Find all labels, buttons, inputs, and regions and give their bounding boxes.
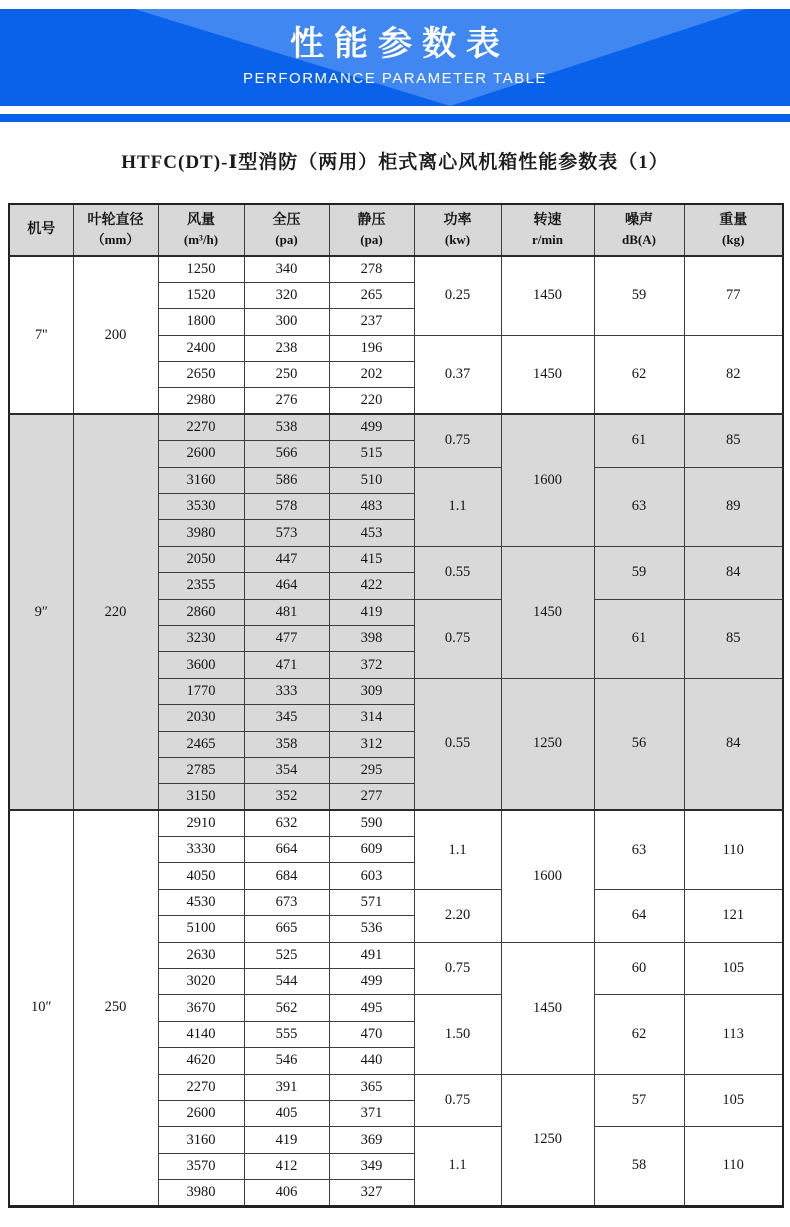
machine-no-cell: 10″ [9, 810, 73, 1206]
noise-cell: 57 [594, 1074, 684, 1127]
column-header-label: 重量 [719, 212, 748, 228]
static-pressure-cell: 372 [329, 652, 414, 678]
static-pressure-cell: 237 [329, 309, 414, 335]
air-flow-cell: 3530 [158, 494, 244, 520]
total-pressure-cell: 684 [244, 863, 329, 889]
air-flow-cell: 2860 [158, 599, 244, 625]
air-flow-cell: 2600 [158, 441, 244, 467]
air-flow-cell: 1800 [158, 309, 244, 335]
column-header-label: 静压 [357, 212, 386, 228]
noise-cell: 56 [594, 678, 684, 810]
column-header-label: 风量 [187, 212, 215, 228]
static-pressure-cell: 510 [329, 467, 414, 493]
total-pressure-cell: 333 [244, 678, 329, 704]
speed-cell: 1600 [501, 414, 594, 546]
static-pressure-cell: 495 [329, 995, 414, 1021]
total-pressure-cell: 320 [244, 282, 329, 308]
banner [0, 9, 790, 106]
air-flow-cell: 1770 [158, 678, 244, 704]
total-pressure-cell: 276 [244, 388, 329, 414]
weight-cell: 121 [684, 889, 783, 942]
speed-cell: 1450 [501, 335, 594, 414]
noise-cell: 59 [594, 546, 684, 599]
noise-cell: 62 [594, 335, 684, 414]
power-cell: 0.75 [414, 414, 501, 467]
power-cell: 0.37 [414, 335, 501, 414]
static-pressure-cell: 440 [329, 1048, 414, 1074]
total-pressure-cell: 238 [244, 335, 329, 361]
noise-cell: 63 [594, 810, 684, 889]
noise-cell: 59 [594, 256, 684, 335]
total-pressure-cell: 300 [244, 309, 329, 335]
power-cell: 0.75 [414, 599, 501, 678]
air-flow-cell: 2600 [158, 1101, 244, 1127]
table-body [9, 256, 783, 1206]
speed-cell: 1450 [501, 942, 594, 1074]
machine-no-cell: 7'' [9, 256, 73, 414]
air-flow-cell: 5100 [158, 916, 244, 942]
total-pressure-cell: 352 [244, 784, 329, 810]
column-header [9, 204, 73, 256]
static-pressure-cell: 470 [329, 1021, 414, 1047]
impeller-diameter-cell: 220 [73, 414, 158, 810]
weight-cell: 82 [684, 335, 783, 414]
air-flow-cell: 4050 [158, 863, 244, 889]
static-pressure-cell: 536 [329, 916, 414, 942]
noise-cell: 58 [594, 1127, 684, 1206]
static-pressure-cell: 327 [329, 1180, 414, 1206]
static-pressure-cell: 312 [329, 731, 414, 757]
static-pressure-cell: 295 [329, 757, 414, 783]
banner-title: 性能参数表 [289, 24, 510, 63]
static-pressure-cell: 419 [329, 599, 414, 625]
static-pressure-cell: 515 [329, 441, 414, 467]
static-pressure-cell: 265 [329, 282, 414, 308]
noise-cell: 63 [594, 467, 684, 546]
power-cell: 0.55 [414, 678, 501, 810]
column-header [73, 204, 158, 256]
column-header [414, 204, 501, 256]
speed-cell: 1450 [501, 546, 594, 678]
static-pressure-cell: 202 [329, 362, 414, 388]
weight-cell: 113 [684, 995, 783, 1074]
column-header-unit: (kw) [444, 231, 471, 247]
total-pressure-cell: 555 [244, 1021, 329, 1047]
air-flow-cell: 2630 [158, 942, 244, 968]
total-pressure-cell: 578 [244, 494, 329, 520]
static-pressure-cell: 571 [329, 889, 414, 915]
total-pressure-cell: 673 [244, 889, 329, 915]
air-flow-cell: 3020 [158, 969, 244, 995]
total-pressure-cell: 391 [244, 1074, 329, 1100]
total-pressure-cell: 586 [244, 467, 329, 493]
air-flow-cell: 2050 [158, 546, 244, 572]
air-flow-cell: 3150 [158, 784, 244, 810]
total-pressure-cell: 340 [244, 256, 329, 282]
table-head [9, 204, 783, 256]
total-pressure-cell: 250 [244, 362, 329, 388]
static-pressure-cell: 422 [329, 573, 414, 599]
speed-cell: 1250 [501, 678, 594, 810]
air-flow-cell: 2650 [158, 362, 244, 388]
total-pressure-cell: 665 [244, 916, 329, 942]
column-header-unit: (pa) [360, 231, 383, 247]
power-cell: 1.1 [414, 810, 501, 889]
weight-cell: 110 [684, 1127, 783, 1206]
power-cell: 1.1 [414, 1127, 501, 1206]
total-pressure-cell: 345 [244, 705, 329, 731]
air-flow-cell: 1250 [158, 256, 244, 282]
air-flow-cell: 2785 [158, 757, 244, 783]
performance-table [8, 203, 784, 1208]
noise-cell: 64 [594, 889, 684, 942]
power-cell: 0.75 [414, 942, 501, 995]
speed-cell: 1250 [501, 1074, 594, 1206]
power-cell: 1.1 [414, 467, 501, 546]
speed-cell: 1600 [501, 810, 594, 942]
column-header-unit: (kg) [722, 231, 745, 247]
column-header [329, 204, 414, 256]
air-flow-cell: 3980 [158, 520, 244, 546]
weight-cell: 89 [684, 467, 783, 546]
air-flow-cell: 3670 [158, 995, 244, 1021]
divider-bar [0, 114, 790, 122]
air-flow-cell: 3980 [158, 1180, 244, 1206]
air-flow-cell: 2980 [158, 388, 244, 414]
column-header-label: 叶轮直径 [87, 212, 144, 228]
static-pressure-cell: 369 [329, 1127, 414, 1153]
total-pressure-cell: 544 [244, 969, 329, 995]
total-pressure-cell: 546 [244, 1048, 329, 1074]
column-header-unit: (m³/h) [183, 231, 219, 247]
weight-cell: 77 [684, 256, 783, 335]
noise-cell: 60 [594, 942, 684, 995]
static-pressure-cell: 453 [329, 520, 414, 546]
column-header [684, 204, 783, 256]
machine-no-cell: 9″ [9, 414, 73, 810]
weight-cell: 105 [684, 942, 783, 995]
total-pressure-cell: 538 [244, 414, 329, 440]
total-pressure-cell: 358 [244, 731, 329, 757]
column-header-label: 转速 [533, 212, 562, 228]
power-cell: 0.25 [414, 256, 501, 335]
total-pressure-cell: 464 [244, 573, 329, 599]
column-header-unit: r/min [531, 231, 564, 247]
total-pressure-cell: 419 [244, 1127, 329, 1153]
power-cell: 0.75 [414, 1074, 501, 1127]
page [0, 9, 790, 1208]
weight-cell: 85 [684, 414, 783, 467]
air-flow-cell: 2030 [158, 705, 244, 731]
total-pressure-cell: 525 [244, 942, 329, 968]
air-flow-cell: 2465 [158, 731, 244, 757]
weight-cell: 84 [684, 678, 783, 810]
static-pressure-cell: 499 [329, 969, 414, 995]
column-header [158, 204, 244, 256]
power-cell: 2.20 [414, 889, 501, 942]
total-pressure-cell: 354 [244, 757, 329, 783]
table-row [9, 256, 783, 282]
column-header-unit: （mm） [91, 231, 140, 247]
total-pressure-cell: 447 [244, 546, 329, 572]
noise-cell: 61 [594, 414, 684, 467]
air-flow-cell: 2910 [158, 810, 244, 836]
air-flow-cell: 2270 [158, 1074, 244, 1100]
air-flow-cell: 3160 [158, 467, 244, 493]
table-title: HTFC(DT)-Ⅰ型消防（两用）柜式离心风机箱性能参数表（1） [121, 152, 669, 173]
table-row [9, 414, 783, 440]
total-pressure-cell: 632 [244, 810, 329, 836]
column-header [501, 204, 594, 256]
column-header [594, 204, 684, 256]
air-flow-cell: 3230 [158, 625, 244, 651]
static-pressure-cell: 398 [329, 625, 414, 651]
column-header [244, 204, 329, 256]
column-header-label: 全压 [272, 212, 301, 228]
static-pressure-cell: 371 [329, 1101, 414, 1127]
noise-cell: 61 [594, 599, 684, 678]
total-pressure-cell: 412 [244, 1153, 329, 1179]
air-flow-cell: 2270 [158, 414, 244, 440]
weight-cell: 85 [684, 599, 783, 678]
static-pressure-cell: 609 [329, 837, 414, 863]
air-flow-cell: 4530 [158, 889, 244, 915]
weight-cell: 110 [684, 810, 783, 889]
column-header-unit: (pa) [275, 231, 298, 247]
air-flow-cell: 4620 [158, 1048, 244, 1074]
total-pressure-cell: 573 [244, 520, 329, 546]
column-header-label: 噪声 [625, 212, 653, 228]
static-pressure-cell: 309 [329, 678, 414, 704]
static-pressure-cell: 590 [329, 810, 414, 836]
static-pressure-cell: 314 [329, 705, 414, 731]
column-header-unit: dB(A) [622, 231, 656, 247]
air-flow-cell: 3600 [158, 652, 244, 678]
total-pressure-cell: 405 [244, 1101, 329, 1127]
total-pressure-cell: 481 [244, 599, 329, 625]
weight-cell: 84 [684, 546, 783, 599]
static-pressure-cell: 196 [329, 335, 414, 361]
static-pressure-cell: 277 [329, 784, 414, 810]
impeller-diameter-cell: 250 [73, 810, 158, 1206]
static-pressure-cell: 278 [329, 256, 414, 282]
total-pressure-cell: 471 [244, 652, 329, 678]
total-pressure-cell: 566 [244, 441, 329, 467]
static-pressure-cell: 483 [329, 494, 414, 520]
air-flow-cell: 3160 [158, 1127, 244, 1153]
static-pressure-cell: 349 [329, 1153, 414, 1179]
air-flow-cell: 4140 [158, 1021, 244, 1047]
banner-text [243, 26, 547, 89]
air-flow-cell: 2355 [158, 573, 244, 599]
static-pressure-cell: 603 [329, 863, 414, 889]
power-cell: 1.50 [414, 995, 501, 1074]
static-pressure-cell: 499 [329, 414, 414, 440]
table-row [9, 810, 783, 836]
total-pressure-cell: 477 [244, 625, 329, 651]
total-pressure-cell: 406 [244, 1180, 329, 1206]
air-flow-cell: 3570 [158, 1153, 244, 1179]
banner-subtitle: PERFORMANCE PARAMETER TABLE [243, 70, 547, 88]
total-pressure-cell: 562 [244, 995, 329, 1021]
static-pressure-cell: 365 [329, 1074, 414, 1100]
static-pressure-cell: 491 [329, 942, 414, 968]
weight-cell: 105 [684, 1074, 783, 1127]
speed-cell: 1450 [501, 256, 594, 335]
noise-cell: 62 [594, 995, 684, 1074]
static-pressure-cell: 415 [329, 546, 414, 572]
air-flow-cell: 3330 [158, 837, 244, 863]
total-pressure-cell: 664 [244, 837, 329, 863]
static-pressure-cell: 220 [329, 388, 414, 414]
power-cell: 0.55 [414, 546, 501, 599]
column-header-label: 功率 [443, 212, 472, 228]
air-flow-cell: 2400 [158, 335, 244, 361]
air-flow-cell: 1520 [158, 282, 244, 308]
impeller-diameter-cell: 200 [73, 256, 158, 414]
column-header-label: 机号 [27, 222, 56, 237]
